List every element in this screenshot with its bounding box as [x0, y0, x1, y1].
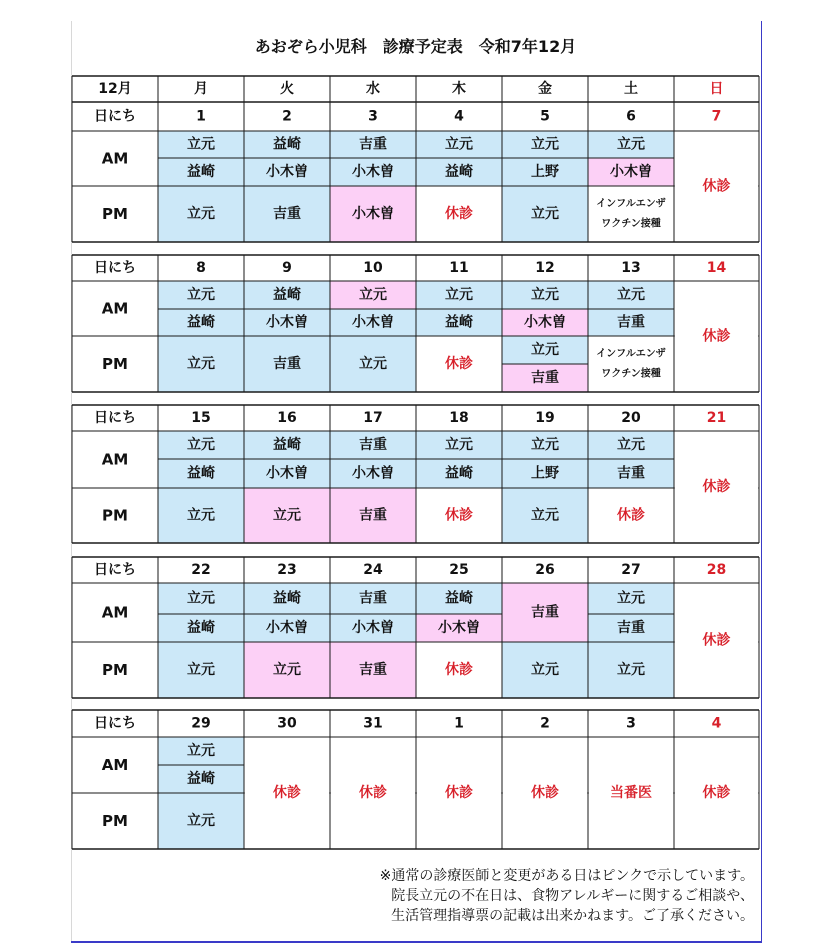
doctor-name: 立元: [273, 662, 301, 678]
doctor-name: 立元: [273, 507, 301, 524]
date-number: 17: [363, 410, 383, 426]
closed-label: 休診: [359, 785, 387, 801]
doctor-name: 小木曽: [266, 314, 308, 331]
doctor-name: 立元: [187, 206, 215, 222]
doctor-name: 吉重: [359, 507, 387, 524]
pm-cell: [588, 186, 674, 242]
doctor-name: 立元: [187, 590, 215, 607]
closed-label: 休診: [617, 507, 645, 524]
doctor-name: 小木曽: [266, 465, 308, 482]
doctor-name: 吉重: [531, 370, 559, 386]
header-weekday: 木: [452, 81, 466, 97]
date-number: 27: [621, 562, 641, 578]
doctor-name: 立元: [617, 437, 645, 453]
date-number: 15: [191, 410, 211, 426]
date-number: 21: [706, 410, 727, 426]
date-number: 30: [277, 715, 297, 732]
doctor-name: 立元: [531, 437, 559, 453]
header-weekday: 火: [280, 81, 294, 97]
doctor-name: 小木曽: [352, 206, 394, 222]
doctor-name: 立元: [187, 813, 215, 829]
closed-label: 休診: [273, 785, 301, 801]
closed-label: 休診: [445, 662, 473, 678]
doctor-name: 立元: [445, 287, 473, 303]
row-label-dates: 日にち: [94, 108, 136, 125]
closed-label: 休診: [445, 206, 473, 222]
row-label-pm: PM: [102, 205, 128, 223]
doctor-name: 吉重: [531, 604, 559, 621]
doctor-name: 立元: [617, 136, 645, 153]
doctor-name: 立元: [617, 287, 645, 303]
doctor-name: 益崎: [445, 590, 473, 607]
doctor-name: 吉重: [273, 206, 301, 222]
date-number: 2: [282, 108, 292, 125]
header-weekday: 月: [194, 81, 208, 97]
doctor-name: 益崎: [273, 287, 301, 303]
doctor-name: 立元: [617, 662, 645, 678]
doctor-name: 上野: [531, 164, 559, 180]
doctor-name: 立元: [531, 342, 559, 358]
doctor-name: 小木曽: [352, 620, 394, 636]
date-number: 14: [706, 260, 727, 276]
doctor-name: 立元: [187, 136, 215, 153]
row-label-pm: PM: [102, 506, 128, 525]
closed-label: 休診: [445, 785, 473, 801]
closed-label: 休診: [445, 507, 473, 524]
page-title: あおぞら小児科 診療予定表 令和7年12月: [254, 37, 577, 56]
row-label-am: AM: [101, 756, 129, 774]
doctor-name: 益崎: [187, 465, 215, 482]
row-label-dates: 日にち: [94, 562, 136, 578]
doctor-name: 益崎: [273, 590, 301, 607]
doctor-name: 立元: [617, 590, 645, 607]
date-number: 2: [540, 715, 550, 732]
doctor-name: 益崎: [273, 437, 301, 453]
date-number: 26: [535, 562, 555, 578]
closed-label: 休診: [702, 632, 731, 649]
date-number: 10: [363, 260, 383, 276]
date-number: 4: [711, 715, 722, 732]
vaccine-label: インフルエンザ: [596, 198, 666, 210]
doctor-name: 益崎: [445, 465, 473, 482]
row-label-am: AM: [101, 149, 129, 168]
date-number: 3: [368, 108, 378, 125]
footnote: [154, 866, 754, 926]
footnote-line-3: 生活管理指導票の記載は出来かねます。ご了承ください。: [391, 908, 754, 924]
doctor-name: 小木曽: [610, 164, 652, 180]
doctor-name: 小木曽: [352, 314, 394, 331]
doctor-name: 吉重: [617, 465, 645, 482]
vaccine-label: インフルエンザ: [596, 348, 666, 360]
doctor-name: 立元: [531, 206, 559, 222]
date-number: 22: [191, 562, 211, 578]
date-number: 28: [706, 562, 727, 578]
doctor-name: 益崎: [187, 771, 215, 787]
doctor-name: 立元: [531, 662, 559, 678]
row-label-pm: PM: [102, 812, 128, 830]
closed-label: 休診: [531, 785, 559, 801]
doctor-name: 立元: [187, 287, 215, 303]
duty-doctor-label: 当番医: [610, 785, 652, 801]
doctor-name: 吉重: [359, 437, 387, 453]
doctor-name: 益崎: [187, 164, 215, 180]
doctor-name: 益崎: [445, 314, 473, 331]
row-label-am: AM: [101, 450, 129, 469]
doctor-name: 益崎: [445, 164, 473, 180]
doctor-name: 小木曽: [352, 164, 394, 180]
closed-label: 休診: [445, 356, 473, 372]
doctor-name: 立元: [187, 507, 215, 524]
vaccine-label: ワクチン接種: [601, 218, 661, 230]
closed-label: 休診: [702, 479, 731, 495]
pm-cell: [588, 336, 674, 392]
closed-label: 休診: [702, 328, 731, 345]
doctor-name: 立元: [187, 437, 215, 453]
date-number: 1: [454, 715, 464, 732]
date-number: 13: [621, 260, 641, 276]
footnote-line-1: ※通常の診療医師と変更がある日はピンクで示しています。: [379, 868, 754, 884]
closed-label: 休診: [702, 178, 731, 195]
date-number: 23: [277, 562, 297, 578]
row-label-am: AM: [101, 299, 129, 318]
doctor-name: 立元: [359, 356, 387, 372]
doctor-name: 上野: [531, 465, 559, 482]
header-weekday: 土: [624, 81, 638, 97]
doctor-name: 吉重: [617, 314, 645, 331]
doctor-name: 立元: [445, 437, 473, 453]
row-label-dates: 日にち: [94, 410, 136, 426]
doctor-name: 吉重: [359, 662, 387, 678]
doctor-name: 立元: [187, 356, 215, 372]
doctor-name: 小木曽: [438, 620, 480, 636]
doctor-name: 立元: [445, 136, 473, 153]
row-label-dates: 日にち: [94, 260, 136, 276]
date-number: 7: [711, 108, 722, 125]
doctor-name: 立元: [359, 287, 387, 303]
doctor-name: 吉重: [359, 590, 387, 607]
doctor-name: 吉重: [359, 136, 387, 153]
date-number: 16: [277, 410, 297, 426]
doctor-name: 立元: [531, 287, 559, 303]
bottom-rule: [71, 941, 761, 943]
date-number: 8: [196, 260, 206, 276]
date-number: 12: [535, 260, 555, 276]
doctor-name: 小木曽: [352, 465, 394, 482]
date-number: 25: [449, 562, 469, 578]
header-month: 12月: [98, 81, 132, 97]
date-number: 4: [454, 108, 464, 125]
doctor-name: 立元: [531, 507, 559, 524]
footnote-line-2: 院長立元の不在日は、食物アレルギーに関するご相談や、: [391, 888, 754, 904]
date-number: 1: [196, 108, 206, 125]
row-label-pm: PM: [102, 355, 128, 373]
date-number: 3: [626, 715, 636, 732]
doctor-name: 立元: [531, 136, 559, 153]
date-number: 20: [621, 410, 641, 426]
header-weekday: 日: [709, 81, 724, 97]
vaccine-label: ワクチン接種: [601, 368, 661, 380]
row-label-am: AM: [101, 603, 129, 622]
doctor-name: 益崎: [187, 314, 215, 331]
date-number: 5: [540, 108, 550, 125]
date-number: 19: [535, 410, 555, 426]
doctor-name: 吉重: [273, 356, 301, 372]
date-number: 18: [449, 410, 469, 426]
header-weekday: 金: [538, 81, 552, 97]
date-number: 31: [363, 715, 383, 732]
doctor-name: 吉重: [617, 620, 645, 636]
doctor-name: 立元: [187, 743, 215, 759]
date-number: 11: [449, 260, 469, 276]
doctor-name: 立元: [187, 662, 215, 678]
doctor-name: 益崎: [187, 620, 215, 636]
header-weekday: 水: [366, 81, 380, 97]
date-number: 29: [191, 715, 211, 732]
row-label-pm: PM: [102, 661, 128, 679]
doctor-name: 小木曽: [524, 314, 566, 331]
doctor-name: 益崎: [273, 136, 301, 153]
row-label-dates: 日にち: [94, 715, 136, 732]
date-number: 9: [282, 260, 292, 276]
closed-label: 休診: [702, 785, 731, 801]
date-number: 6: [626, 108, 636, 125]
doctor-name: 小木曽: [266, 164, 308, 180]
doctor-name: 小木曽: [266, 620, 308, 636]
date-number: 24: [363, 562, 383, 578]
